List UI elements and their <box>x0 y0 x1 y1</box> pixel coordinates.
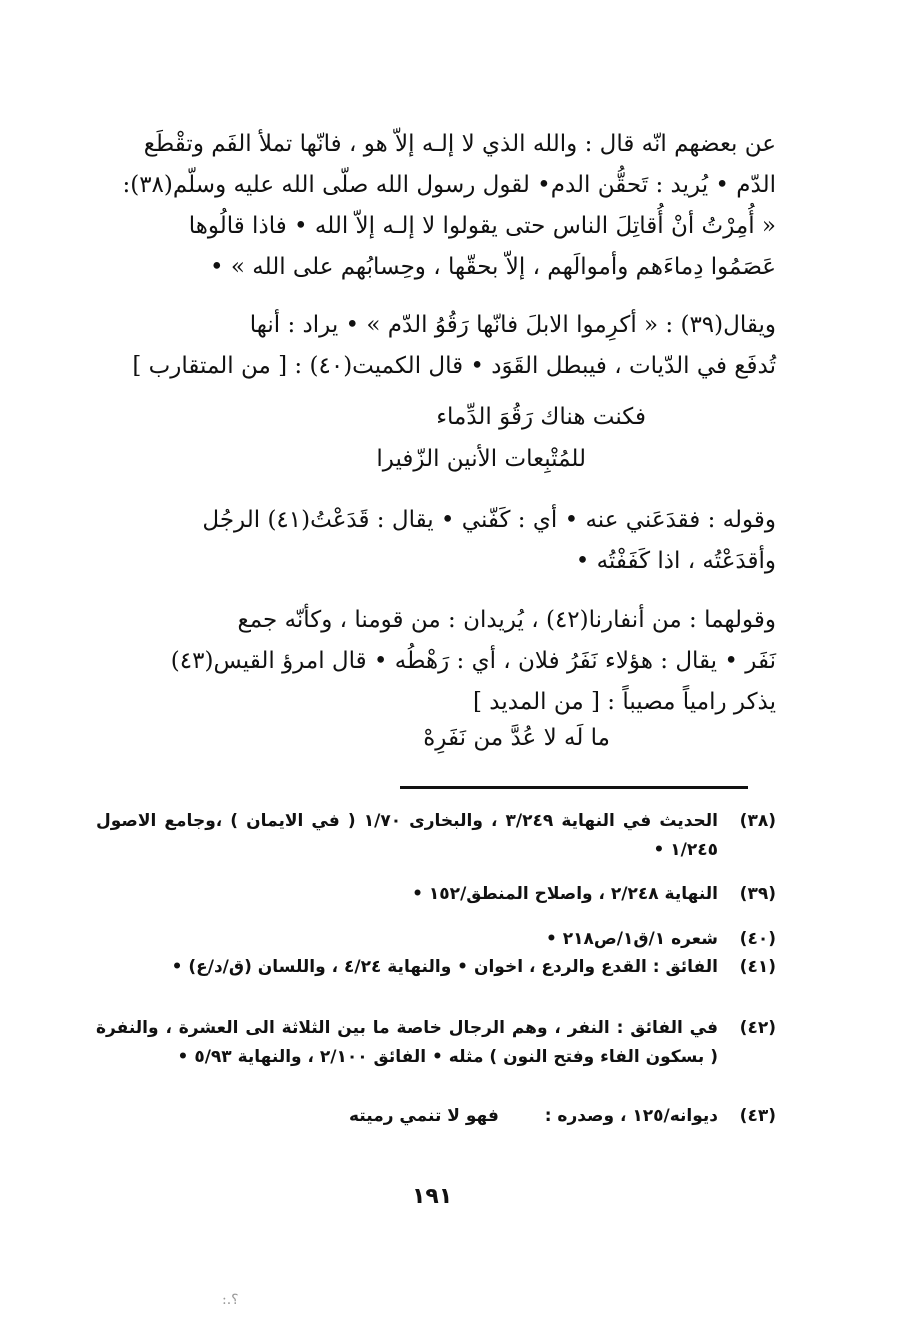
footnote-text: النهاية ٢/٢٤٨ ، واصلاح المنطق/١٥٢ • <box>412 884 718 904</box>
text-line: وقوله : فقدَعَني عنه • أي : كَفّني • يقال : قَدَعْتُ(٤١) الرجُل <box>202 507 776 533</box>
footnote-number: (٤٠) <box>739 929 776 949</box>
footnote-39 <box>96 880 776 909</box>
text-line: عَصَمُوا دِماءَهم وأموالَهم ، إلاّ بحقّها ، وحِسابُهم على الله » • <box>210 254 776 280</box>
page-number: ١٩١ <box>412 1184 453 1209</box>
footnote-41 <box>96 953 776 982</box>
footnote-number: (٤١) <box>739 957 776 977</box>
text-line: وقولهما : من أنفارنا(٤٢) ، يُريدان : من قومنا ، وكأنّه جمع <box>237 607 776 633</box>
text-line: تُدفَع في الدّيات ، فيبطل القَوَد • قال الكميت(٤٠) : [ من المتقارب ] <box>132 353 776 379</box>
footnote-43 <box>96 1102 776 1131</box>
footnote-text: في الفائق : النفر ، وهم الرجال خاصة ما بين الثلاثة الى العشرة ، والنفرة ( بسكون الفاء وفتح النون ) مثله • الفائق ٢/١٠٠ ، والنهاية ٥/٩٣ • <box>96 1018 718 1067</box>
footnote-number: (٤٢) <box>739 1018 776 1038</box>
text-line: يذكر رامياً مصيباً : [ من المديد ] <box>473 689 776 715</box>
footnote-text <box>96 1102 718 1131</box>
paragraph-1 <box>122 124 776 288</box>
verse-hemistich-second: للمُتْبِعات الأنين الزّفيرا <box>376 446 586 472</box>
footnote-source: ديوانه/١٢٥ ، وصدره : <box>544 1106 718 1126</box>
footnote-40 <box>96 925 776 954</box>
footnote-hemistich: فهو لا تنمي رميته <box>349 1106 499 1126</box>
text-line: عن بعضهم انّه قال : والله الذي لا إلـه إلاّ هو ، فانّها تملأ الفَم وتقْطَع <box>143 131 776 157</box>
footnote-divider <box>400 786 748 789</box>
footnote-text: الحديث في النهاية ٣/٢٤٩ ، والبخارى ١/٧٠ ( في الايمان ) ،وجامع الاصول ١/٢٤٥ • <box>96 811 718 860</box>
footnote-42 <box>96 1014 776 1072</box>
text-line: ويقال(٣٩) : « أكرِموا الابلَ فانّها رَقُوُ الدّم » • يراد : أنها <box>249 312 776 338</box>
footnote-number: (٤٣) <box>739 1106 776 1126</box>
verse-quote: ما لَه لا عُدَّ من نَفَرِهْ <box>423 725 610 751</box>
text-line: نَفَر • يقال : هؤلاء نَفَرُ فلان ، أي : رَهْطُه • قال امرؤ القيس(٤٣) <box>170 648 776 674</box>
footnote-number: (٣٩) <box>739 884 776 904</box>
text-line: « أُمِرْتُ أنْ أُقاتِلَ الناس حتى يقولوا لا إلـه إلاّ الله • فاذا قالُوها <box>188 213 776 239</box>
footnote-text: الفائق : القدع والردع ، اخوان • والنهاية ٤/٢٤ ، واللسان (ق/د/ع) • <box>171 957 718 977</box>
text-line: وأقدَعْتُه ، اذا كَفَفْتُه • <box>575 548 776 574</box>
text-line: الدّم • يُريد : تَحقُّن الدم• لقول رسول الله صلّى الله عليه وسلّم(٣٨): <box>122 172 776 198</box>
paragraph-4 <box>126 600 776 723</box>
paragraph-3 <box>126 500 776 582</box>
footnote-text: شعره ١/ق١/ص٢١٨ • <box>545 929 718 949</box>
scan-smudge: ؟.: <box>222 1292 239 1308</box>
paragraph-2 <box>126 305 776 387</box>
footnote-38 <box>96 807 776 865</box>
verse-hemistich-first: فكنت هناك رَقُوَ الدِّماء <box>436 404 646 430</box>
footnote-number: (٣٨) <box>739 811 776 831</box>
